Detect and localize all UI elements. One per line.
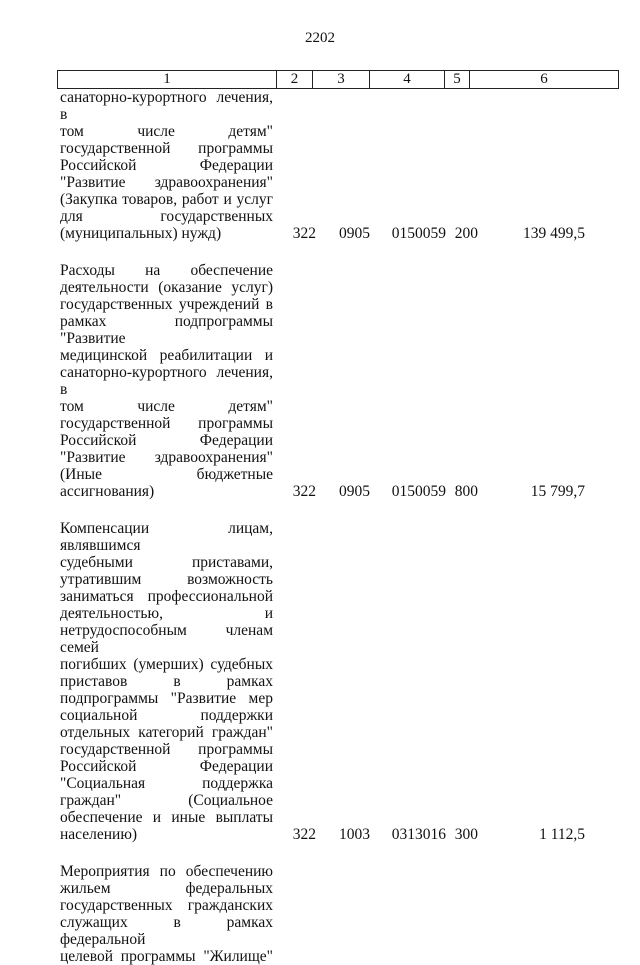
row-description <box>60 89 273 242</box>
column-header-6: 6 <box>470 71 619 89</box>
description-line: жильем федеральных <box>60 880 273 897</box>
row-description <box>60 262 273 500</box>
description-line: подпрограммы "Развитие мер <box>60 690 273 707</box>
code-expense-type: 800 <box>454 483 478 500</box>
description-line: приставов в рамках <box>60 673 273 690</box>
table-row <box>60 520 585 843</box>
code-section: 1003 <box>339 826 370 843</box>
description-line: рамках подпрограммы "Развитие <box>60 313 273 347</box>
column-header-2: 2 <box>277 71 313 89</box>
description-line: отдельных категорий граждан" <box>60 724 273 741</box>
column-header-1: 1 <box>58 71 277 89</box>
amount: 1 112,5 <box>539 826 585 843</box>
description-line: санаторно-курортного лечения, в <box>60 364 273 398</box>
description-line: судебными приставами, <box>60 554 273 571</box>
description-line: том числе детям" <box>60 398 273 415</box>
description-line: государственных учреждений в <box>60 296 273 313</box>
description-line: государственных гражданских <box>60 897 273 914</box>
table-row <box>60 89 585 242</box>
description-line: государственной программы <box>60 140 273 157</box>
row-description <box>60 863 273 965</box>
amount: 139 499,5 <box>523 225 585 242</box>
description-line: Компенсации лицам, являвшимся <box>60 520 273 554</box>
description-line: Мероприятия по обеспечению <box>60 863 273 880</box>
code-admin: 322 <box>292 483 316 500</box>
budget-rows <box>60 89 585 965</box>
description-line: деятельностью, и <box>60 605 273 622</box>
description-line: "Развитие здравоохранения" <box>60 174 273 191</box>
code-expense-type: 300 <box>454 826 478 843</box>
description-line: медицинской реабилитации и <box>60 347 273 364</box>
code-target: 0150059 <box>391 483 446 500</box>
description-line: том числе детям" <box>60 123 273 140</box>
page-number: 2202 <box>305 30 335 46</box>
code-section: 0905 <box>339 225 370 242</box>
description-line: целевой программы "Жилище" <box>60 948 273 965</box>
description-line: Российской Федерации <box>60 432 273 449</box>
table-row <box>60 262 585 500</box>
description-line: (Иные бюджетные ассигнования) <box>60 466 273 500</box>
description-line: государственной программы <box>60 741 273 758</box>
description-line: (муниципальных) нужд) <box>60 225 222 242</box>
code-admin: 322 <box>292 225 316 242</box>
description-line: населению) <box>60 826 138 843</box>
code-admin: 322 <box>292 826 316 843</box>
row-description <box>60 520 273 843</box>
description-line: Российской Федерации <box>60 758 273 775</box>
description-line: граждан" (Социальное <box>60 792 273 809</box>
description-line: (Закупка товаров, работ и услуг <box>60 191 273 208</box>
column-header-table <box>57 70 619 89</box>
code-expense-type: 200 <box>454 225 478 242</box>
code-target: 0313016 <box>391 826 446 843</box>
description-line: служащих в рамках федеральной <box>60 914 273 948</box>
amount: 15 799,7 <box>530 483 585 500</box>
description-line: заниматься профессиональной <box>60 588 273 605</box>
description-line: утратившим возможность <box>60 571 273 588</box>
description-line: санаторно-курортного лечения, в <box>60 89 273 123</box>
column-header-5: 5 <box>445 71 470 89</box>
code-target: 0150059 <box>391 225 446 242</box>
column-header-4: 4 <box>370 71 445 89</box>
description-line: деятельности (оказание услуг) <box>60 279 273 296</box>
description-line: нетрудоспособным членам семей <box>60 622 273 656</box>
description-line: Российской Федерации <box>60 157 273 174</box>
description-line: для государственных <box>60 208 273 225</box>
description-line: государственной программы <box>60 415 273 432</box>
table-row <box>60 863 585 965</box>
column-header-3: 3 <box>313 71 370 89</box>
description-line: Расходы на обеспечение <box>60 262 273 279</box>
description-line: "Социальная поддержка <box>60 775 273 792</box>
description-line: "Развитие здравоохранения" <box>60 449 273 466</box>
description-line: социальной поддержки <box>60 707 273 724</box>
description-line: погибших (умерших) судебных <box>60 656 273 673</box>
code-section: 0905 <box>339 483 370 500</box>
description-line: обеспечение и иные выплаты <box>60 809 273 826</box>
